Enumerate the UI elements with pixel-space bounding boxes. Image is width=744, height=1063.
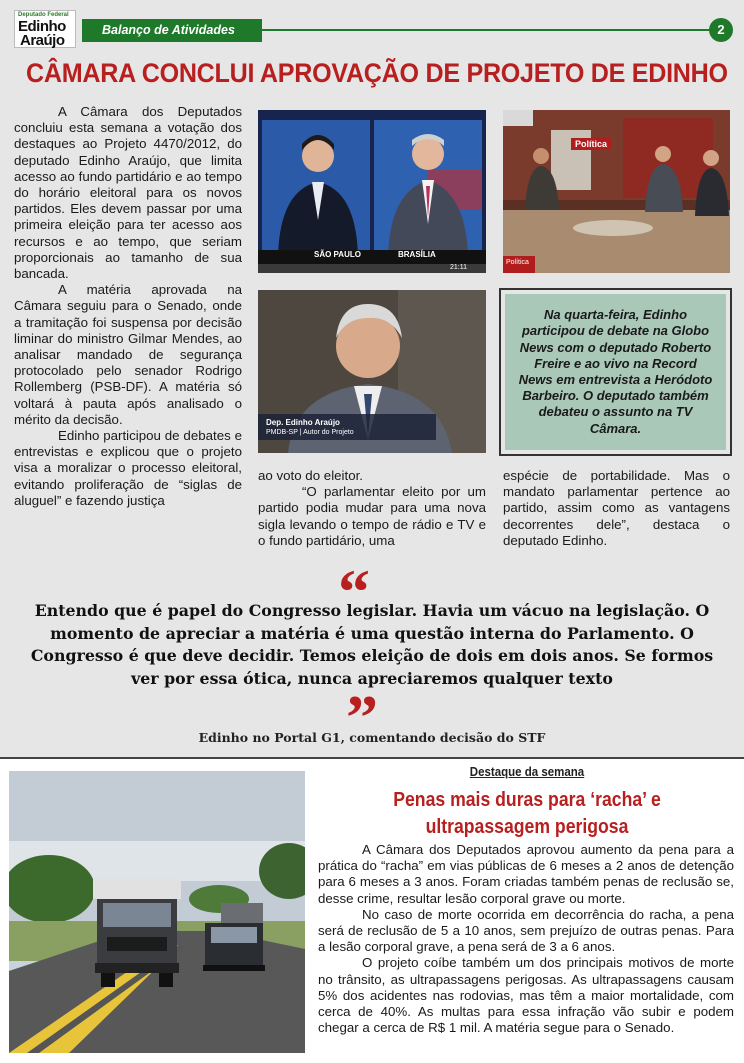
caption-sao-paulo: SÃO PAULO	[314, 250, 361, 259]
tv-interview-split-photo	[258, 110, 486, 273]
article-paragraph-continuation: ao voto do eleitor.	[258, 468, 363, 483]
story-paragraph: O projeto coíbe também um dos principais motivos de morte no trânsito, as ultrapassagens perigosas. As ultrapassagens causam 5% dos acidentes nas rodovias, mas têm a maior mortalidade, com cerca de 40%. As multas para essa infração vão subir e podem chegar a cerca de R$ 1 mil. A matéria segue para o Senado.	[318, 955, 734, 1036]
logo-name-last: Araújo	[20, 32, 65, 49]
caption-brasilia: BRASÍLIA	[398, 250, 436, 259]
interview-closeup-photo	[258, 290, 486, 453]
open-quote-mark: “	[338, 556, 370, 627]
article-paragraph: A matéria aprovada na Câmara seguiu para o Senado, onde a tramitação foi suspensa por decisão liminar do ministro Gilmar Mendes, ao analisar mandado de segurança protocolado pelo senador Rodrigo Rollemberg (PSB-DF). A matéria só voltará à pauta após analisado o mérito da decisão.	[14, 282, 242, 427]
caption-time: 21:11	[450, 264, 467, 271]
page-header	[0, 0, 744, 52]
article-paragraph: “O parlamentar eleito por um partido podia mudar para uma nova sigla levando o tempo de rádio e TV e o fundo partidário, uma	[258, 484, 486, 548]
section-title: Balanço de Atividades	[82, 19, 262, 42]
studio-tag: Política	[571, 138, 611, 150]
tv-split-image	[258, 110, 486, 273]
highway-image	[9, 771, 305, 1053]
studio-image	[503, 110, 730, 273]
callout-text: Na quarta-feira, Edinho participou de debate na Globo News com o deputado Roberto Freire e ao vivo na Record News em entrevista a Heródoto Barbeiro. O deputado também debateu o assunto na TV Câmara.	[505, 294, 726, 450]
closeup-name-caption: Dep. Edinho Araújo	[266, 418, 340, 427]
callout-box	[499, 288, 732, 456]
story-paragraph: No caso de morte ocorrida em decorrência do racha, a pena será de reclusão de 5 a 10 anos, sem prejuízo de outras penas. Para a lesão corporal grave, a pena será de 3 a 6 anos.	[318, 906, 734, 955]
article-paragraph: A Câmara dos Deputados concluiu esta semana a votação dos destaques ao Projeto 4470/2012, do deputado Edinho Araújo, que limita acesso ao fundo partidário e ao tempo do horário eleitoral para os novos partidos. Eles devem passar por uma primeira eleição para ter acesso aos recursos e ao tempo, que seriam proporcionais ao tamanho de sua bancada.	[14, 104, 242, 282]
logo-name-first: Edinho	[18, 18, 66, 35]
article-column-1	[14, 104, 242, 509]
logo	[14, 10, 76, 48]
close-quote-mark: ”	[346, 682, 378, 753]
article-paragraph: Edinho participou de debates e entrevistas e explicou que o projeto visa a moralizar o processo eleitoral, evitando proliferação de “siglas de aluguel” e fazendo justiça	[14, 428, 242, 508]
page-number: 2	[709, 18, 733, 42]
article-column-2	[258, 468, 486, 549]
article-headline: CÂMARA CONCLUI APROVAÇÃO DE PROJETO DE EDINHO	[26, 58, 728, 88]
quote-attribution: Edinho no Portal G1, comentando decisão do STF	[198, 730, 546, 745]
highlight-story-title: Penas mais duras para ‘racha’ e ultrapassagem perigosa	[393, 788, 661, 838]
article-column-3	[503, 468, 730, 549]
studio-debate-photo	[503, 110, 730, 273]
highway-truck-photo	[9, 771, 305, 1053]
header-divider	[262, 29, 718, 31]
closeup-role-caption: PMDB-SP | Autor do Projeto	[266, 429, 354, 436]
logo-subtitle: Deputado Federal	[18, 12, 69, 18]
story-paragraph: A Câmara dos Deputados aprovou aumento da pena para a prática do “racha” em vias públicas de 6 meses a 2 anos de detenção para 6 meses a 3 anos. Foram criadas também penas de reclusão se, desse crime, resultar lesão corporal grave ou morte.	[318, 842, 734, 906]
highlight-story-body	[318, 842, 734, 1036]
article-paragraph-continuation: espécie de portabilidade. Mas o mandato parlamentar pertence ao partido, assim como as vantagens decorrentes dele”, destaca o deputado Edinho.	[503, 468, 730, 548]
studio-logo-caption: Política	[506, 259, 529, 266]
highlight-label: Destaque da semana	[469, 765, 585, 779]
pull-quote-text: Entendo que é papel do Congresso legislar. Havia um vácuo na legislação. O momento de apreciar a matéria é uma questão interna do Parlamento. O Congresso é que deve decidir. Temos eleição de dois em dois anos. Se formos ver por essa ótica, nunca apreciaremos qualquer texto	[30, 601, 714, 688]
